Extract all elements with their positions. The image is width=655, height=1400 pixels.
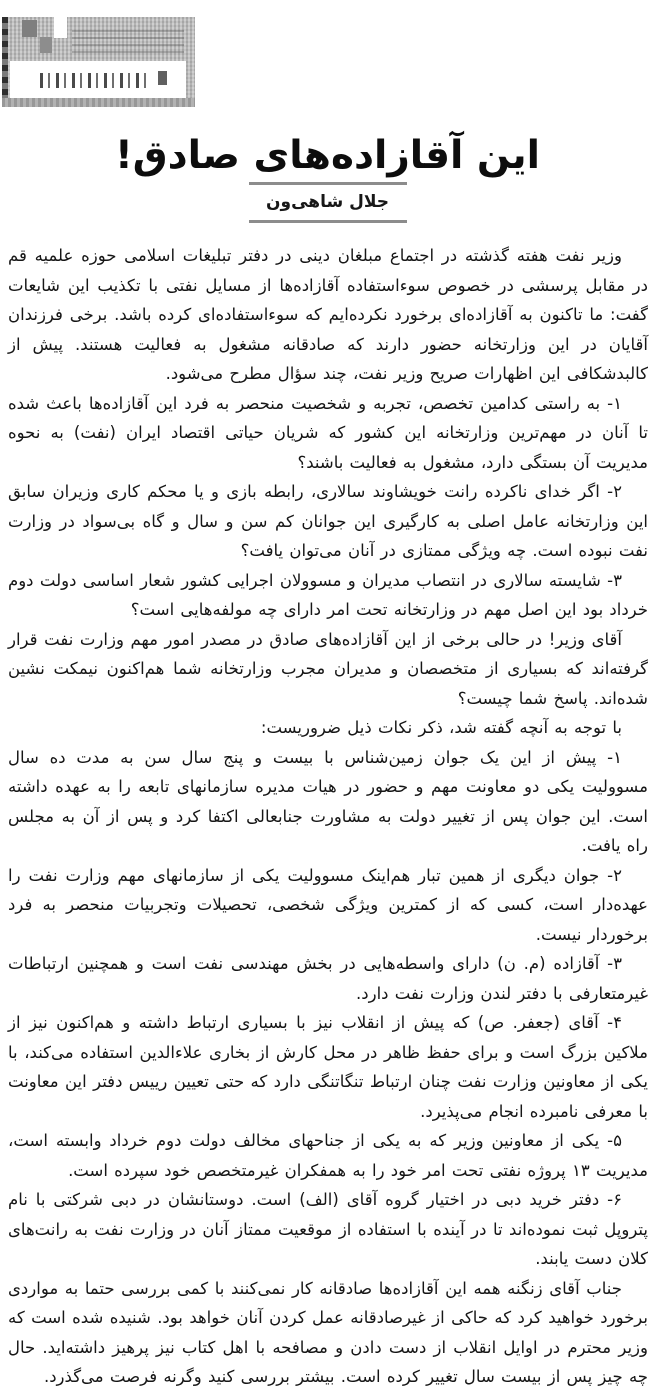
article-body [8, 241, 648, 1392]
masthead-bottom-strip [2, 98, 195, 107]
article-title: این آقازاده‌های صادق! [114, 133, 541, 179]
masthead-texture-block [158, 71, 167, 85]
byline-author-name: جلال شاهی‌ون [266, 192, 389, 212]
byline-box [249, 182, 407, 223]
masthead-texture-block [54, 17, 67, 38]
article-paragraph: ۲- اگر خدای ناکرده رانت خویشاوند سالاری، رابطه بازی و یا محکم کاری وزیران سابق این وزارتخانه عامل اصلی به کارگیری این جوانان کم سن و سال و گاه بی‌سواد در وزارت نفت نبوده است. چه ویژگی ممتازی در آنان می‌توان یافت؟ [8, 482, 648, 560]
article-paragraph: ۱- پیش از این یک جوان زمین‌شناس با بیست و پنج سال سن به مدت ده سال مسوولیت یکی دو معاونت مهم و حضور در هیات مدیره سازمانهای تابعه را به عهده داشته است. این جوان پس از تغییر دولت به مشاورت جنابعالی اکتفا کرد و پس از آن به مجلس راه یافت. [8, 747, 648, 855]
masthead-texture-block [22, 20, 37, 37]
masthead-white-band [10, 61, 186, 99]
masthead-texture-block [72, 25, 184, 53]
article-paragraph: ۳- آقازاده (م. ن) دارای واسطه‌هایی در بخش مهندسی نفت است و همچنین ارتباطات غیرمتعارفی با دفتر لندن وزارت نفت دارد. [8, 954, 648, 1003]
article-header [0, 0, 655, 240]
masthead-texture-block [40, 37, 52, 53]
newspaper-masthead-image [2, 17, 195, 107]
article-paragraph: ۴- آقای (جعفر. ص) که پیش از انقلاب نیز با بسیاری ارتباط داشته و هم‌اکنون نیز از ملاکین بزرگ است و برای حفظ ظاهر در محل کارش از بخاری علاءالدین استفاده می‌کند، با یکی از معاونین وزارت نفت چنان ارتباط تنگاتنگی دارد که حتی تعیین رییس دفتر این معاونت با معرفی نامبرده انجام می‌پذیرد. [8, 1013, 648, 1121]
article-paragraph: ۵- یکی از معاونین وزیر که به یکی از جناحهای مخالف دولت دوم خرداد وابسته است، مدیریت ۱۳ پروژه نفتی تحت امر خود را به همفکران غیرمتخصص خود سپرده است. [8, 1131, 648, 1180]
article-paragraph: ۱- به راستی کدامین تخصص، تجربه و شخصیت منحصر به فرد این آقازاده‌ها باعث شده تا آنان در مهم‌ترین وزارتخانه این کشور که شریان حیاتی اقتصاد ایران (نفت) به نحوه مدیریت آن بستگی دارد، مشغول به فعالیت باشند؟ [8, 393, 648, 472]
article-paragraph: وزیر نفت هفته گذشته در اجتماع مبلغان دینی در دفتر تبلیغات اسلامی حوزه علمیه قم در مقابل پرسشی در خصوص سوءاستفاده آقازاده‌ها از مسایل نفتی با تکذیب این شایعات گفت: ما تاکنون به آقازاده‌ای برخورد نکرده‌ایم که سوءاستفاده‌ای کرده باشد. برخی فرزندان آقایان در این وزارتخانه حضور دارند که صادقانه مشغول به فعالیت هستند. پیش از کالبدشکافی این اظهارات صریح وزیر نفت، چند سؤال مطرح می‌شود. [8, 246, 648, 383]
masthead-left-edge [2, 17, 8, 107]
article-paragraph: ۶- دفتر خرید دبی در اختیار گروه آقای (الف) است. دوستانشان در دبی شرکتی با نام پتروپل ثبت نموده‌اند تا در آینده با استفاده از موقعیت ممتاز آنان در وزارت نفت به رانت‌های کلان دست یابند. [8, 1190, 648, 1268]
masthead-illegible-text [40, 73, 148, 88]
article-paragraph: آقای وزیر! در حالی برخی از این آقازاده‌های صادق در مصدر امور مهم وزارت نفت قرار گرفته‌اند که بسیاری از متخصصان و مدیران مجرب وزارتخانه شما هم‌اکنون نیمکت نشین شده‌اند. پاسخ شما چیست؟ [8, 629, 648, 708]
article-paragraph: با توجه به آنچه گفته شد، ذکر نکات ذیل ضروریست: [260, 718, 622, 737]
article-paragraph: ۳- شایسته سالاری در انتصاب مدیران و مسوولان اجرایی کشور شعار اساسی دولت دوم خرداد بود این اصل مهم در وزارتخانه تحت امر دارای چه مولفه‌هایی است؟ [8, 570, 648, 619]
article-paragraph: جناب آقای زنگنه همه این آقازاده‌ها صادقانه کار نمی‌کنند با کمی بررسی حتما به مواردی برخورد خواهید کرد که حاکی از غیرصادقانه عمل کردن آنان خواهد بود. شنیده شده است که وزیر محترم در اوایل انقلاب از دست دادن و مصافحه با اهل کتاب نیز پرهیز داشته‌اید. حال چه چیز پس از بیست سال تغییر کرده است. بیشتر بررسی کنید وگرنه فرصت می‌گذرد. [8, 1278, 648, 1386]
article-paragraph: ۲- جوان دیگری از همین تبار هم‌اینک مسوولیت یکی از سازمانهای مهم وزارت نفت را عهده‌دار است، کسی که از کمترین ویژگی شخصی، تحصیلات وتجربیات منحصر به فرد برخوردار نیست. [8, 865, 648, 944]
